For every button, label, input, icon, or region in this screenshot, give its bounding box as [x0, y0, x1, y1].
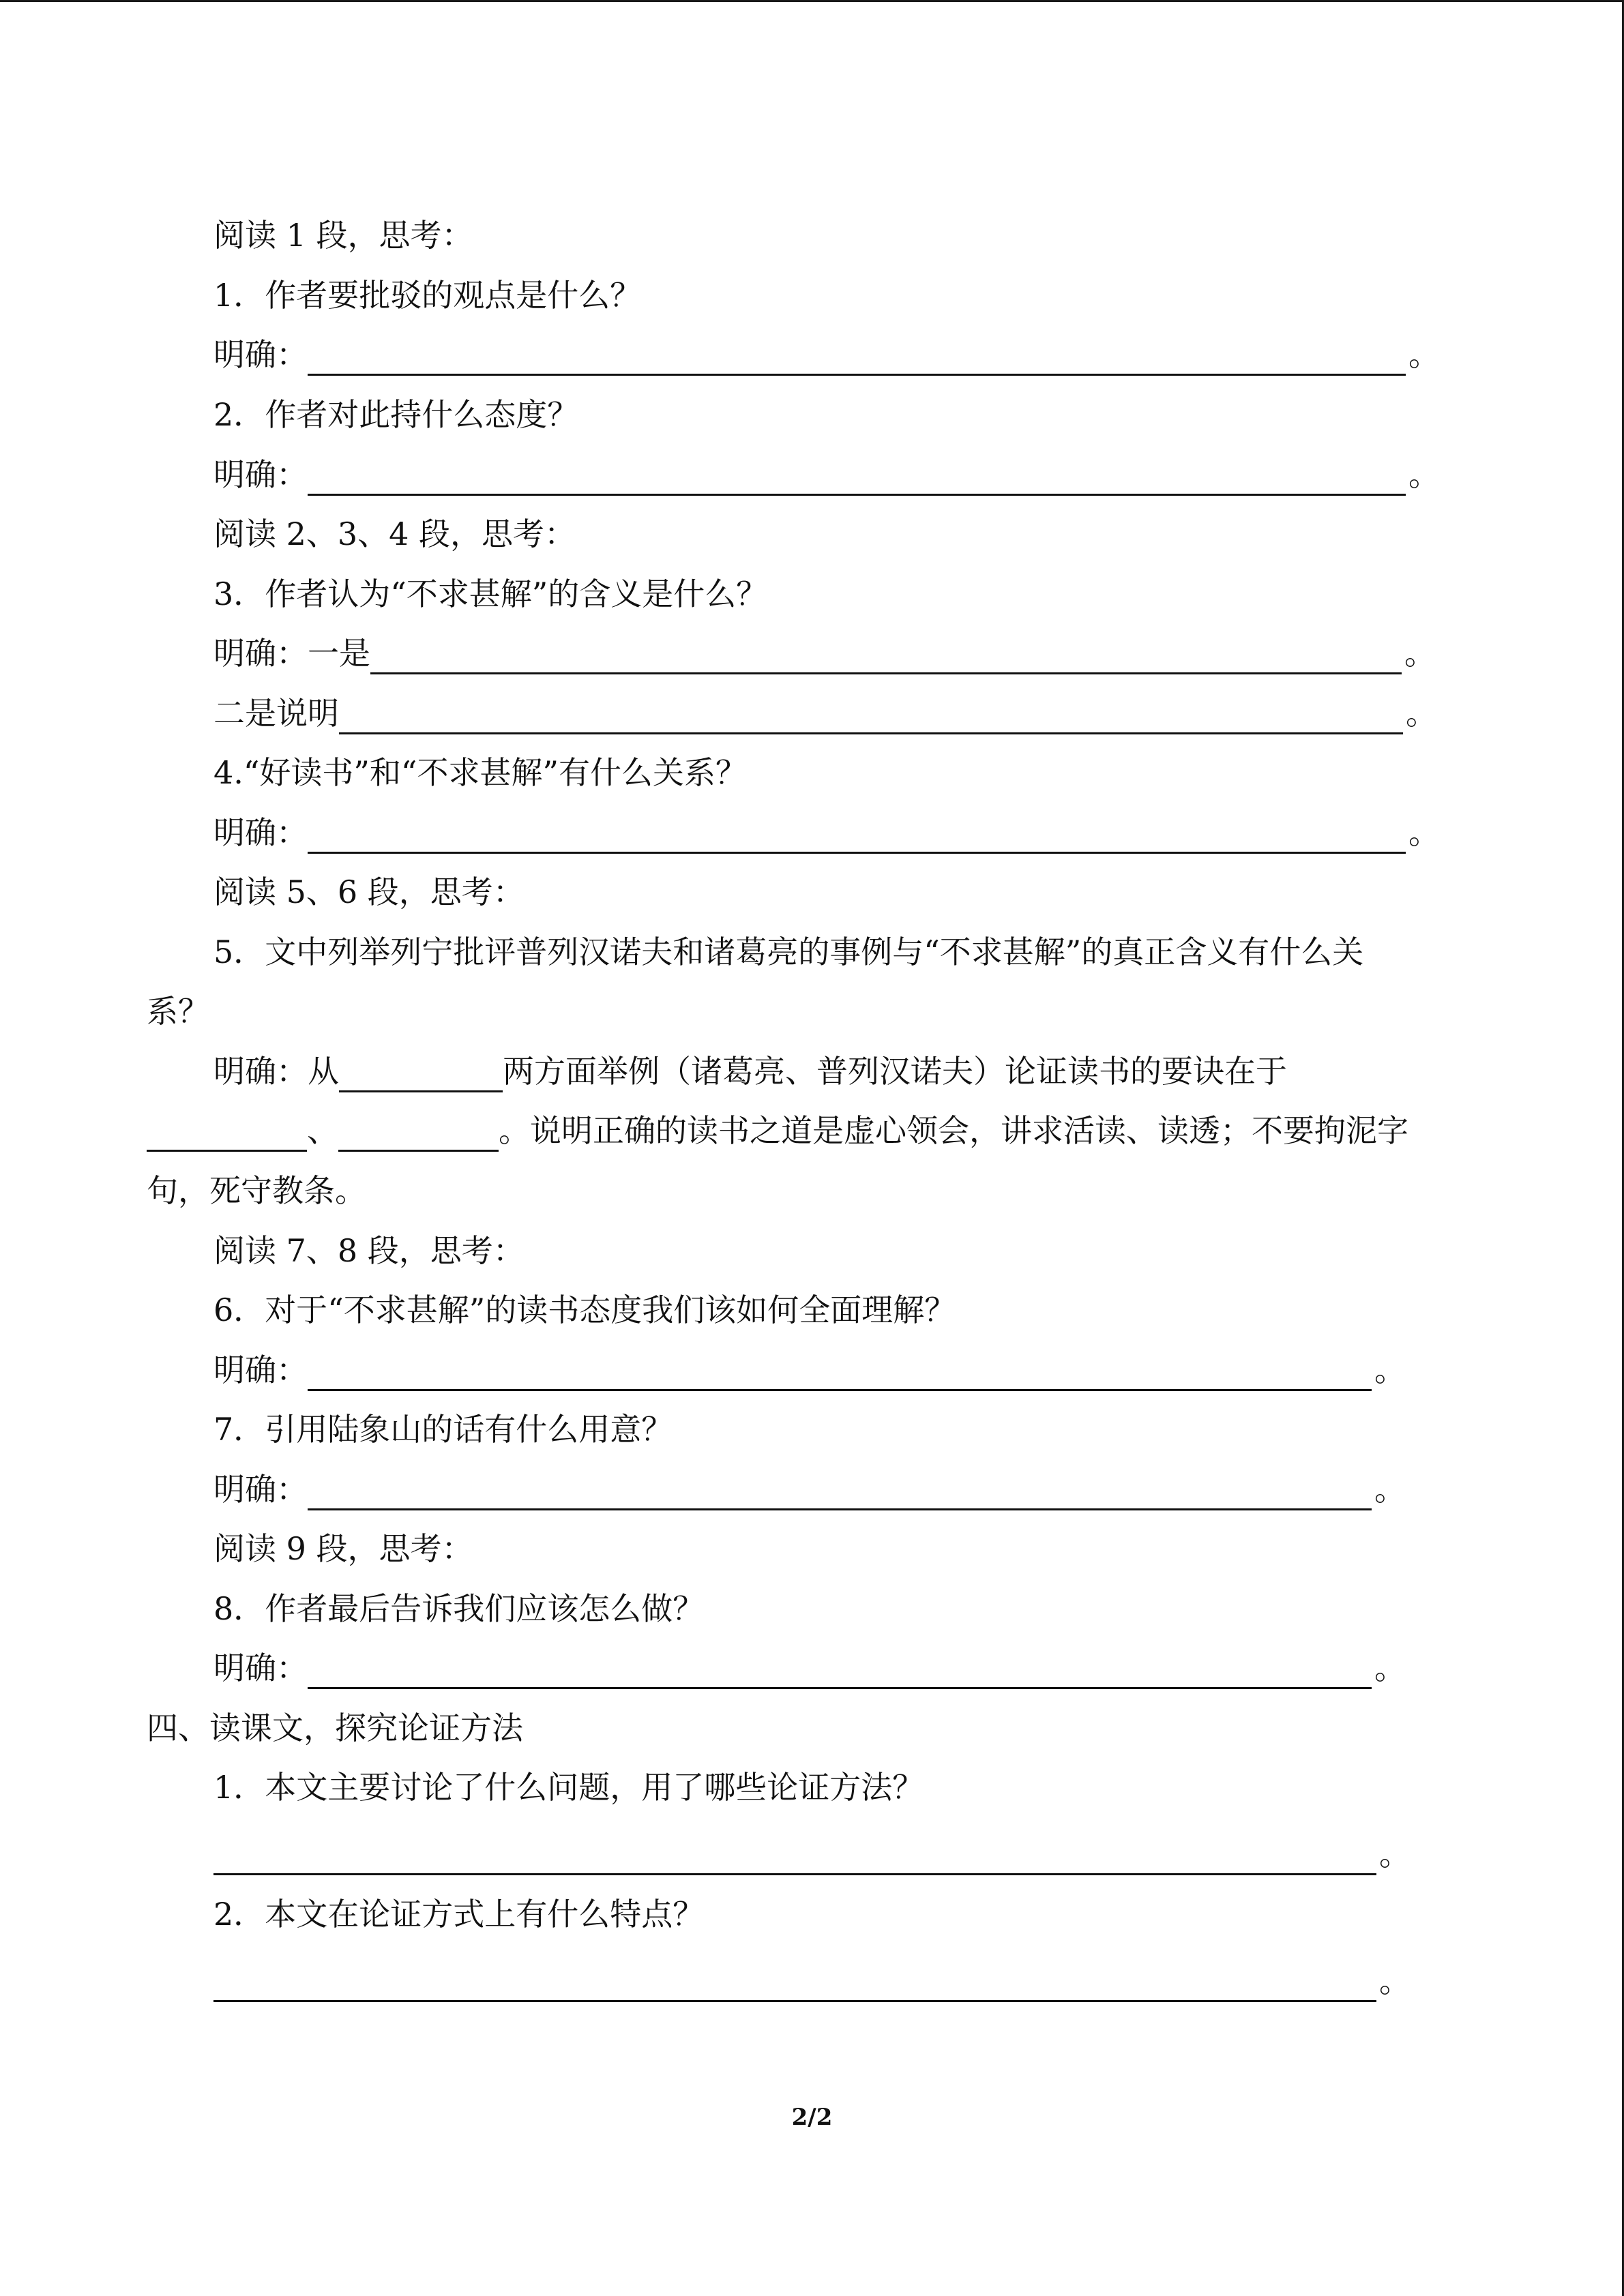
answer-blank-3a[interactable]: [370, 637, 1402, 674]
question-7: 7．引用陆象山的话有什么用意？: [213, 1411, 673, 1448]
answer-label: 明确：: [213, 814, 308, 851]
period: 。: [1404, 635, 1436, 672]
question-5-cont: 系？: [147, 993, 209, 1030]
answer-row-4: [213, 805, 1624, 860]
period: 。: [1374, 1471, 1406, 1508]
answer-row-p4-1: [213, 1827, 1624, 1881]
answer-label: 明确：一是: [213, 635, 370, 672]
answer-blank-3b[interactable]: [339, 697, 1403, 734]
answer-row-7: [213, 1462, 1624, 1517]
answer-blank-5c[interactable]: [338, 1114, 499, 1152]
answer-row-5a: 明确：从 两方面举例（诸葛亮、普列汉诺夫）论证读书的要诀在于: [213, 1044, 1624, 1099]
answer-blank-7[interactable]: [308, 1473, 1372, 1510]
period: 。: [1408, 456, 1440, 493]
period: 。: [1379, 1963, 1411, 1999]
section-read-9: 阅读 9 段，思考：: [213, 1530, 473, 1567]
answer-blank-8[interactable]: [308, 1652, 1372, 1689]
answer-blank-1[interactable]: [308, 338, 1406, 376]
period: 。: [1406, 695, 1437, 732]
answer-blank-5a[interactable]: [339, 1055, 503, 1092]
period: 。: [1374, 1352, 1406, 1388]
answer-row-8: [213, 1641, 1624, 1695]
section-read-7-8: 阅读 7、8 段，思考：: [213, 1232, 525, 1269]
answer-row-6: [213, 1343, 1624, 1397]
question-3: 3．作者认为“不求甚解”的含义是什么？: [213, 576, 768, 612]
period: 。: [1374, 1650, 1406, 1686]
answer-row-2: [213, 447, 1624, 502]
question-8: 8．作者最后告诉我们应该怎么做？: [213, 1590, 705, 1627]
answer-label: 明确：: [213, 336, 308, 373]
period: 。: [1408, 336, 1440, 373]
answer-row-3b: [213, 686, 1624, 741]
answer-row-5c: 句，死守教条。: [147, 1172, 366, 1209]
answer-row-5b: 、 。说明正确的读书之道是虚心领会，讲求活读、读透；不要拘泥字: [147, 1103, 1624, 1158]
question-1: 1．作者要批驳的观点是什么？: [213, 277, 642, 314]
answer-row-p4-2: [213, 1954, 1624, 2008]
answer-label: 明确：: [213, 1352, 308, 1388]
answer-blank-6[interactable]: [308, 1354, 1372, 1391]
question-4: 4.“好读书”和“不求甚解”有什么关系？: [213, 754, 747, 791]
section-read-5-6: 阅读 5、6 段，思考：: [213, 874, 525, 910]
answer-blank-5b[interactable]: [147, 1114, 307, 1152]
question-6: 6．对于“不求甚解”的读书态度我们该如何全面理解？: [213, 1292, 956, 1328]
section-heading-4: 四、读课文，探究论证方法: [147, 1710, 523, 1746]
question-p4-2: 2．本文在论证方式上有什么特点？: [213, 1896, 705, 1933]
question-2: 2．作者对此持什么态度？: [213, 396, 579, 433]
answer-label: 明确：: [213, 1471, 308, 1508]
answer-row-3a: [213, 626, 1624, 681]
answer-blank-p4-2[interactable]: [213, 1965, 1376, 2002]
answer-label: 二是说明: [213, 695, 339, 732]
section-read-2-4: 阅读 2、3、4 段，思考：: [213, 516, 576, 552]
answer-row-1: [213, 327, 1624, 382]
section-read-1: 阅读 1 段，思考：: [213, 217, 473, 254]
answer-blank-4[interactable]: [308, 816, 1406, 854]
question-p4-1: 1．本文主要讨论了什么问题，用了哪些论证方法？: [213, 1769, 924, 1806]
answer-label: 明确：从: [213, 1053, 339, 1090]
period: 。: [1379, 1836, 1411, 1873]
page-number: 2/2: [791, 2104, 833, 2131]
answer-label: 明确：: [213, 456, 308, 493]
question-5: 5．文中列举列宁批评普列汉诺夫和诸葛亮的事例与“不求甚解”的真正含义有什么关: [213, 934, 1364, 970]
answer-blank-2[interactable]: [308, 458, 1406, 496]
answer-label: 明确：: [213, 1650, 308, 1686]
period: 。: [1408, 814, 1440, 851]
top-border: [0, 0, 1624, 2]
answer-blank-p4-1[interactable]: [213, 1838, 1376, 1875]
